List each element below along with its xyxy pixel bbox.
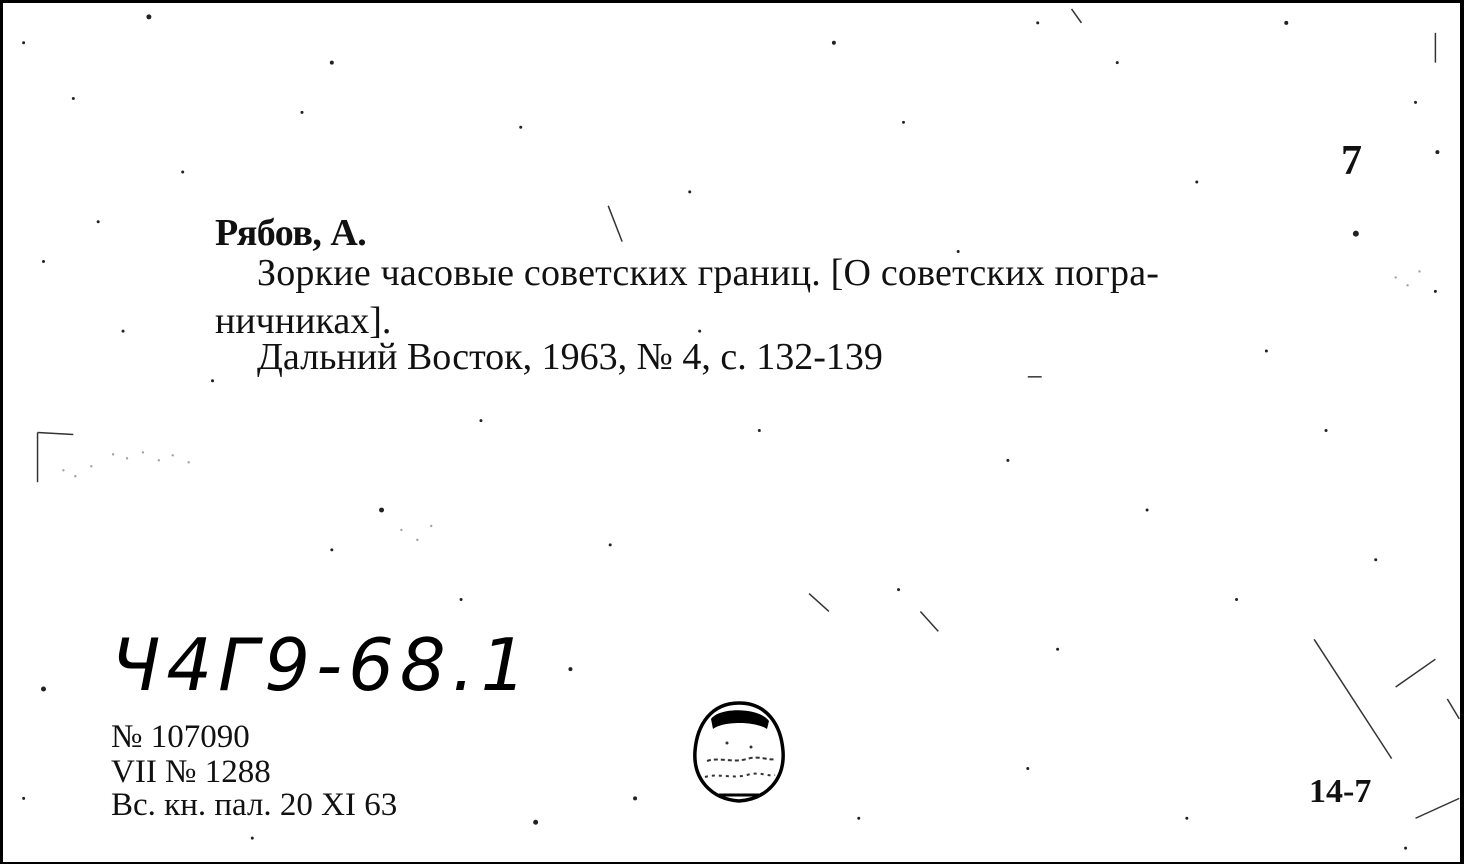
registration-volume: VII № 1288 (111, 754, 271, 790)
title-line-2: ничниках]. (215, 300, 392, 342)
shelf-code: 14-7 (1309, 773, 1372, 810)
registration-date: Вс. кн. пал. 20 XI 63 (111, 787, 398, 823)
author-name: Рябов, А. (215, 212, 367, 254)
title-line-1: Зоркие часовые советских границ. [О советских погра- (257, 252, 1160, 294)
handwritten-classification-code: Ч4Г9-68.1 (111, 623, 533, 707)
registration-number: № 107090 (111, 719, 250, 755)
library-stamp (689, 699, 789, 807)
source-citation: Дальний Восток, 1963, № 4, с. 132-139 (257, 336, 883, 378)
card-number: 7 (1341, 138, 1362, 184)
